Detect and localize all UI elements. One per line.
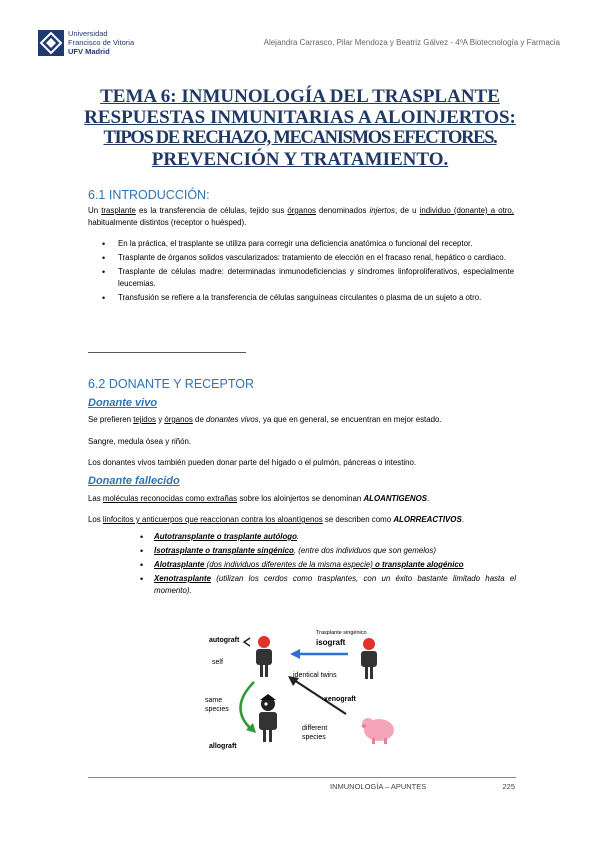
term-donantes-vivos: donantes vivos bbox=[206, 415, 259, 424]
label-species-2: species bbox=[302, 734, 326, 741]
title-line-4: PREVENCIÓN Y TRATAMIENTO. bbox=[151, 149, 449, 170]
label-autograft: autograft bbox=[209, 637, 240, 644]
transplant-types-list bbox=[140, 531, 516, 599]
intro-text: denominados bbox=[315, 206, 370, 215]
intro-text: Un bbox=[88, 206, 102, 215]
subheading-deceased-donor: Donante fallecido bbox=[88, 475, 180, 487]
text: (utilizan los cerdos como trasplantes, con un éxito bastante limitado hasta el momento). bbox=[154, 574, 516, 595]
list-item: • Transfusión se refiere a la transferencia de células sanguíneas circulantes o plasma de un sujeto a otro. bbox=[88, 292, 514, 304]
ufv-shield-icon bbox=[38, 30, 64, 56]
figure-title: Trasplante singénico bbox=[316, 630, 367, 636]
text: Se prefieren bbox=[88, 415, 134, 424]
title-line-3: TIPOS DE RECHAZO, MECANISMOS EFECTORES. bbox=[103, 128, 497, 148]
term-injertos: injertos bbox=[369, 206, 395, 215]
list-item bbox=[140, 545, 516, 557]
page-number: 225 bbox=[502, 782, 515, 791]
intro-text: habitualmente distintos (receptor o huésped). bbox=[88, 218, 247, 227]
section-divider bbox=[88, 352, 246, 353]
term-linfocitos: linfocitos y anticuerpos que reaccionan contra los aloantígenos bbox=[102, 515, 323, 524]
text: , (entre dos individuos que son gemelos) bbox=[293, 546, 436, 555]
term-aloantigenos: ALOANTIGENOS bbox=[363, 494, 428, 503]
subheading-living-donor: Donante vivo bbox=[88, 397, 158, 409]
logo-line-1: Universidad bbox=[68, 29, 108, 38]
transplant-types-figure bbox=[198, 622, 398, 758]
list-item: • En la práctica, el trasplante se utiliza para corregir una deficiencia anatómica o funcional del receptor. bbox=[88, 238, 514, 250]
intro-paragraph bbox=[88, 205, 514, 229]
text: sobre los aloinjertos se denominan bbox=[237, 494, 364, 503]
text: de bbox=[192, 415, 207, 424]
term-moleculas: moléculas reconocidas como extrañas bbox=[102, 494, 238, 503]
term-alotrasplante: Alotrasplante bbox=[154, 560, 205, 569]
footer-label: INMUNOLOGÍA – APUNTES bbox=[330, 782, 427, 791]
intro-text: , de u bbox=[394, 206, 420, 215]
term-tejidos: tejidos bbox=[133, 415, 156, 424]
logo-line-3: UFV Madrid bbox=[68, 47, 110, 56]
list-item bbox=[140, 573, 516, 597]
term-individuo: individuo (donante) a otro, bbox=[419, 206, 514, 215]
term-autotransplante: Autotransplante o trasplante autólogo bbox=[154, 532, 297, 541]
term-trasplante: trasplante bbox=[101, 206, 136, 215]
section-heading-intro: 6.1 INTRODUCCIÓN: bbox=[88, 188, 210, 202]
intro-text: es la transferencia de células, tejido sus bbox=[135, 206, 288, 215]
text: Los bbox=[88, 515, 103, 524]
term-alorreactivos: ALORREACTIVOS bbox=[393, 515, 462, 524]
text: , ya que en general, se encuentran en mejor estado. bbox=[258, 415, 442, 424]
living-donor-examples: Sangre, medula ósea y riñón. bbox=[88, 437, 192, 446]
text: . bbox=[296, 532, 300, 541]
label-isograft: isograft bbox=[316, 638, 346, 647]
label-species: species bbox=[205, 706, 229, 713]
text: . bbox=[461, 515, 464, 524]
label-self: self bbox=[212, 659, 223, 666]
text: . bbox=[427, 494, 430, 503]
intro-bullet-list bbox=[88, 238, 514, 306]
term-xenotrasplante: Xenotrasplante bbox=[154, 574, 212, 583]
label-xenograft: xenograft bbox=[324, 696, 356, 703]
term-organos: órganos bbox=[287, 206, 316, 215]
text: se describen como bbox=[322, 515, 394, 524]
term-alogenico: o transplante alogénico bbox=[375, 560, 464, 569]
page-title bbox=[60, 86, 540, 170]
footer-divider bbox=[88, 777, 516, 778]
label-twins: identical twins bbox=[293, 672, 337, 679]
footer bbox=[330, 782, 515, 791]
logo-line-2: Francisco de Vitoria bbox=[68, 38, 135, 47]
text: Las bbox=[88, 494, 103, 503]
label-different: different bbox=[302, 725, 328, 732]
alloantigen-paragraph bbox=[88, 493, 514, 505]
list-item: • Trasplante de órganos solidos vascularizados: tratamiento de elección en el fracaso renal, hepático o cardiaco. bbox=[88, 252, 514, 264]
living-donor-paragraph bbox=[88, 414, 514, 426]
list-item bbox=[140, 531, 516, 543]
text: y bbox=[156, 415, 165, 424]
label-allograft: allograft bbox=[209, 743, 237, 750]
term-organos: órganos bbox=[164, 415, 193, 424]
alloreactive-paragraph bbox=[88, 514, 514, 526]
header-authors: Alejandra Carrasco, Pilar Mendoza y Beatriz Gálvez - 4ºA Biotecnología y Farmacia bbox=[263, 38, 560, 47]
title-line-2: RESPUESTAS INMUNITARIAS A ALOINJERTOS: bbox=[84, 107, 516, 128]
list-item: • Trasplante de células madre: determinadas inmunodeficiencias y síndromes linfoproliferativos, especialmente leucemias. bbox=[88, 266, 514, 290]
term-isotrasplante: Isotrasplante o transplante singénico bbox=[154, 546, 294, 555]
label-same: same bbox=[205, 697, 223, 704]
living-donor-partial: Los donantes vivos también pueden donar parte del hígado o el pulmón, páncreas o intestino. bbox=[88, 458, 417, 467]
university-logo bbox=[38, 30, 158, 60]
list-item bbox=[140, 559, 516, 571]
text: (dos individuos diferentes de la misma especie) bbox=[204, 560, 376, 569]
section-heading-donor: 6.2 DONANTE Y RECEPTOR bbox=[88, 377, 255, 391]
title-line-1: TEMA 6: INMUNOLOGÍA DEL TRASPLANTE bbox=[100, 86, 500, 107]
